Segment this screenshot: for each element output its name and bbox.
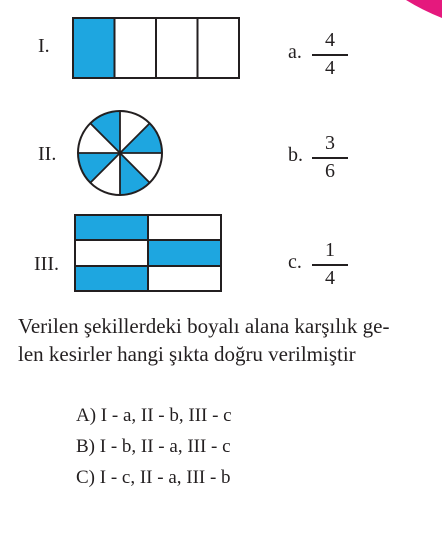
question-text (18, 312, 428, 368)
question-line-2: len kesirler hangi şıkta doğru verilmiştir (18, 342, 356, 366)
fraction-a-denominator: 4 (325, 57, 335, 79)
grid-cell-4-shaded (148, 240, 221, 266)
fraction-c-bar (312, 264, 348, 266)
fraction-a-numerator: 4 (325, 29, 335, 51)
fraction-a-letter: a. (288, 41, 302, 63)
question-line-1: Verilen şekillerdeki boyalı alana karşılık ge- (18, 314, 390, 338)
row-label-3: III. (34, 253, 59, 275)
fraction-c-letter: c. (288, 251, 302, 273)
fraction-c-numerator: 1 (325, 239, 335, 261)
corner-accent (402, 0, 442, 22)
fraction-b-numerator: 3 (325, 132, 335, 154)
grid-sixths-figure (74, 214, 222, 292)
fraction-b-denominator: 6 (325, 160, 335, 182)
answer-options (76, 400, 232, 493)
corner-accent-shape (406, 0, 442, 18)
rect-quarter-1-shaded (73, 18, 114, 78)
row-label-2: II. (38, 143, 57, 165)
option-a[interactable]: A) I - a, II - b, III - c (76, 405, 232, 426)
rectangle-quarters-figure (72, 17, 240, 79)
fraction-c-denominator: 4 (325, 267, 335, 289)
fraction-b-letter: b. (288, 144, 303, 166)
circle-eighths-figure (72, 110, 168, 196)
row-label-1: I. (38, 35, 50, 57)
grid-cell-1-shaded (75, 215, 148, 240)
option-b[interactable]: B) I - b, II - a, III - c (76, 436, 231, 457)
fraction-a-bar (312, 54, 348, 56)
grid-cell-5-shaded (75, 266, 148, 291)
option-c[interactable]: C) I - c, II - a, III - b (76, 467, 231, 488)
fraction-b-bar (312, 157, 348, 159)
